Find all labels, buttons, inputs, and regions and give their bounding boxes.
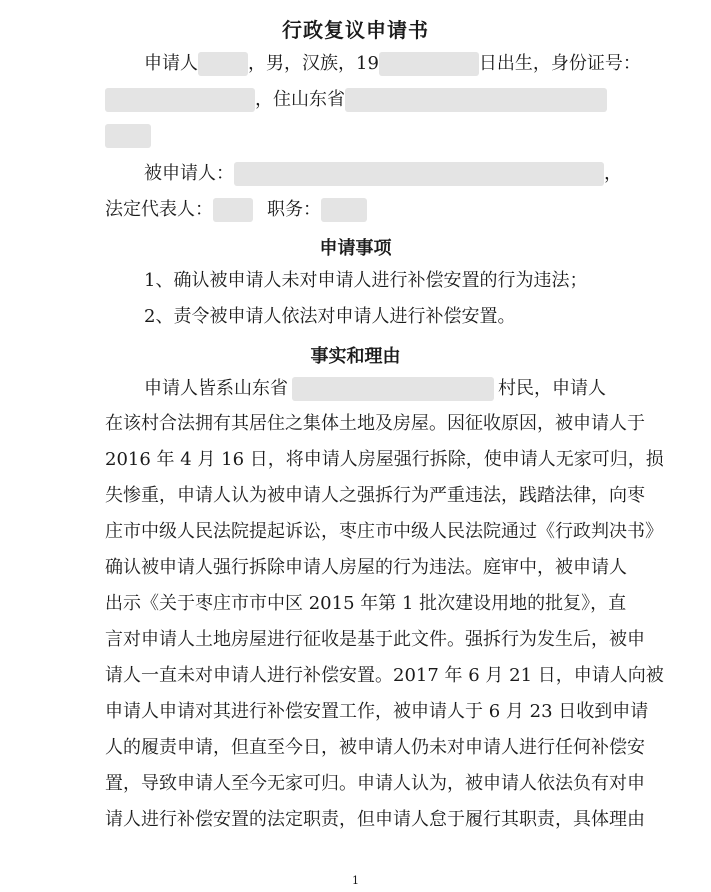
position-label: 职务： (267, 199, 321, 220)
facts-line: 庄市中级人民法院提起诉讼，枣庄市中级人民法院通过《行政判决书》 (105, 521, 663, 542)
redacted-id-number (105, 88, 255, 112)
document-title: 行政复议申请书 (282, 18, 429, 42)
requests-heading: 申请事项 (319, 238, 392, 259)
facts-line: 申请人申请对其进行补偿安置工作，被申请人于 6 月 23 日收到申请 (105, 701, 649, 722)
facts-line: 请人进行补偿安置的法定职责，但申请人怠于履行其职责，具体理由 (105, 809, 645, 830)
facts-line: 人的履责申请，但直至今日，被申请人仍未对申请人进行任何补偿安 (105, 737, 645, 758)
facts-line: 确认被申请人强行拆除申请人房屋的行为违法。庭审中，被申请人 (105, 557, 627, 578)
redacted-birthdate (379, 52, 479, 76)
facts-line: 出示《关于枣庄市市中区 2015 年第 1 批次建设用地的批复》，直 (105, 593, 627, 614)
facts-heading: 事实和理由 (310, 346, 401, 367)
legal-rep-line (105, 198, 367, 222)
facts-line: 置，导致申请人至今无家可归。申请人认为，被申请人依法负有对申 (105, 773, 645, 794)
facts-line: 在该村合法拥有其居住之集体土地及房屋。因征收原因，被申请人于 (105, 413, 645, 434)
redacted-name (198, 52, 248, 76)
facts-line: 言对申请人土地房屋进行征收是基于此文件。强拆行为发生后，被申 (105, 629, 645, 650)
redacted-address-cont (105, 124, 151, 148)
redacted-legal-rep (213, 198, 253, 222)
facts-line: 2016 年 4 月 16 日，将申请人房屋强行拆除，使申请人无家可归，损 (105, 449, 664, 470)
respondent-label: 被申请人： (144, 163, 234, 184)
legal-rep-label: 法定代表人： (105, 199, 213, 220)
request-item-1: 1、确认被申请人未对申请人进行补偿安置的行为违法； (144, 270, 588, 291)
applicant-mid: ，男，汉族，19 (248, 53, 379, 74)
facts-first-prefix: 申请人皆系山东省 (144, 378, 288, 399)
redacted-position (321, 198, 367, 222)
facts-line: 请人一直未对申请人进行补偿安置。2017 年 6 月 21 日，申请人向被 (105, 665, 664, 686)
facts-first-line (144, 377, 606, 401)
redacted-respondent (234, 162, 604, 186)
applicant-line (144, 52, 641, 76)
page-number: 1 (352, 874, 359, 887)
respondent-line (144, 162, 622, 186)
redacted-village (292, 377, 494, 401)
respondent-tail: ， (604, 163, 622, 184)
applicant-address-line (105, 88, 607, 112)
request-item-2: 2、责令被申请人依法对申请人进行补偿安置。 (144, 306, 516, 327)
applicant-prefix: 申请人 (144, 53, 198, 74)
facts-line: 失惨重，申请人认为被申请人之强拆行为严重违法，践踏法律，向枣 (105, 485, 645, 506)
applicant-address-prefix: ，住山东省 (255, 89, 345, 110)
applicant-suffix: 日出生，身份证号： (478, 53, 641, 74)
facts-first-suffix: 村民，申请人 (498, 378, 606, 399)
redacted-address (345, 88, 607, 112)
